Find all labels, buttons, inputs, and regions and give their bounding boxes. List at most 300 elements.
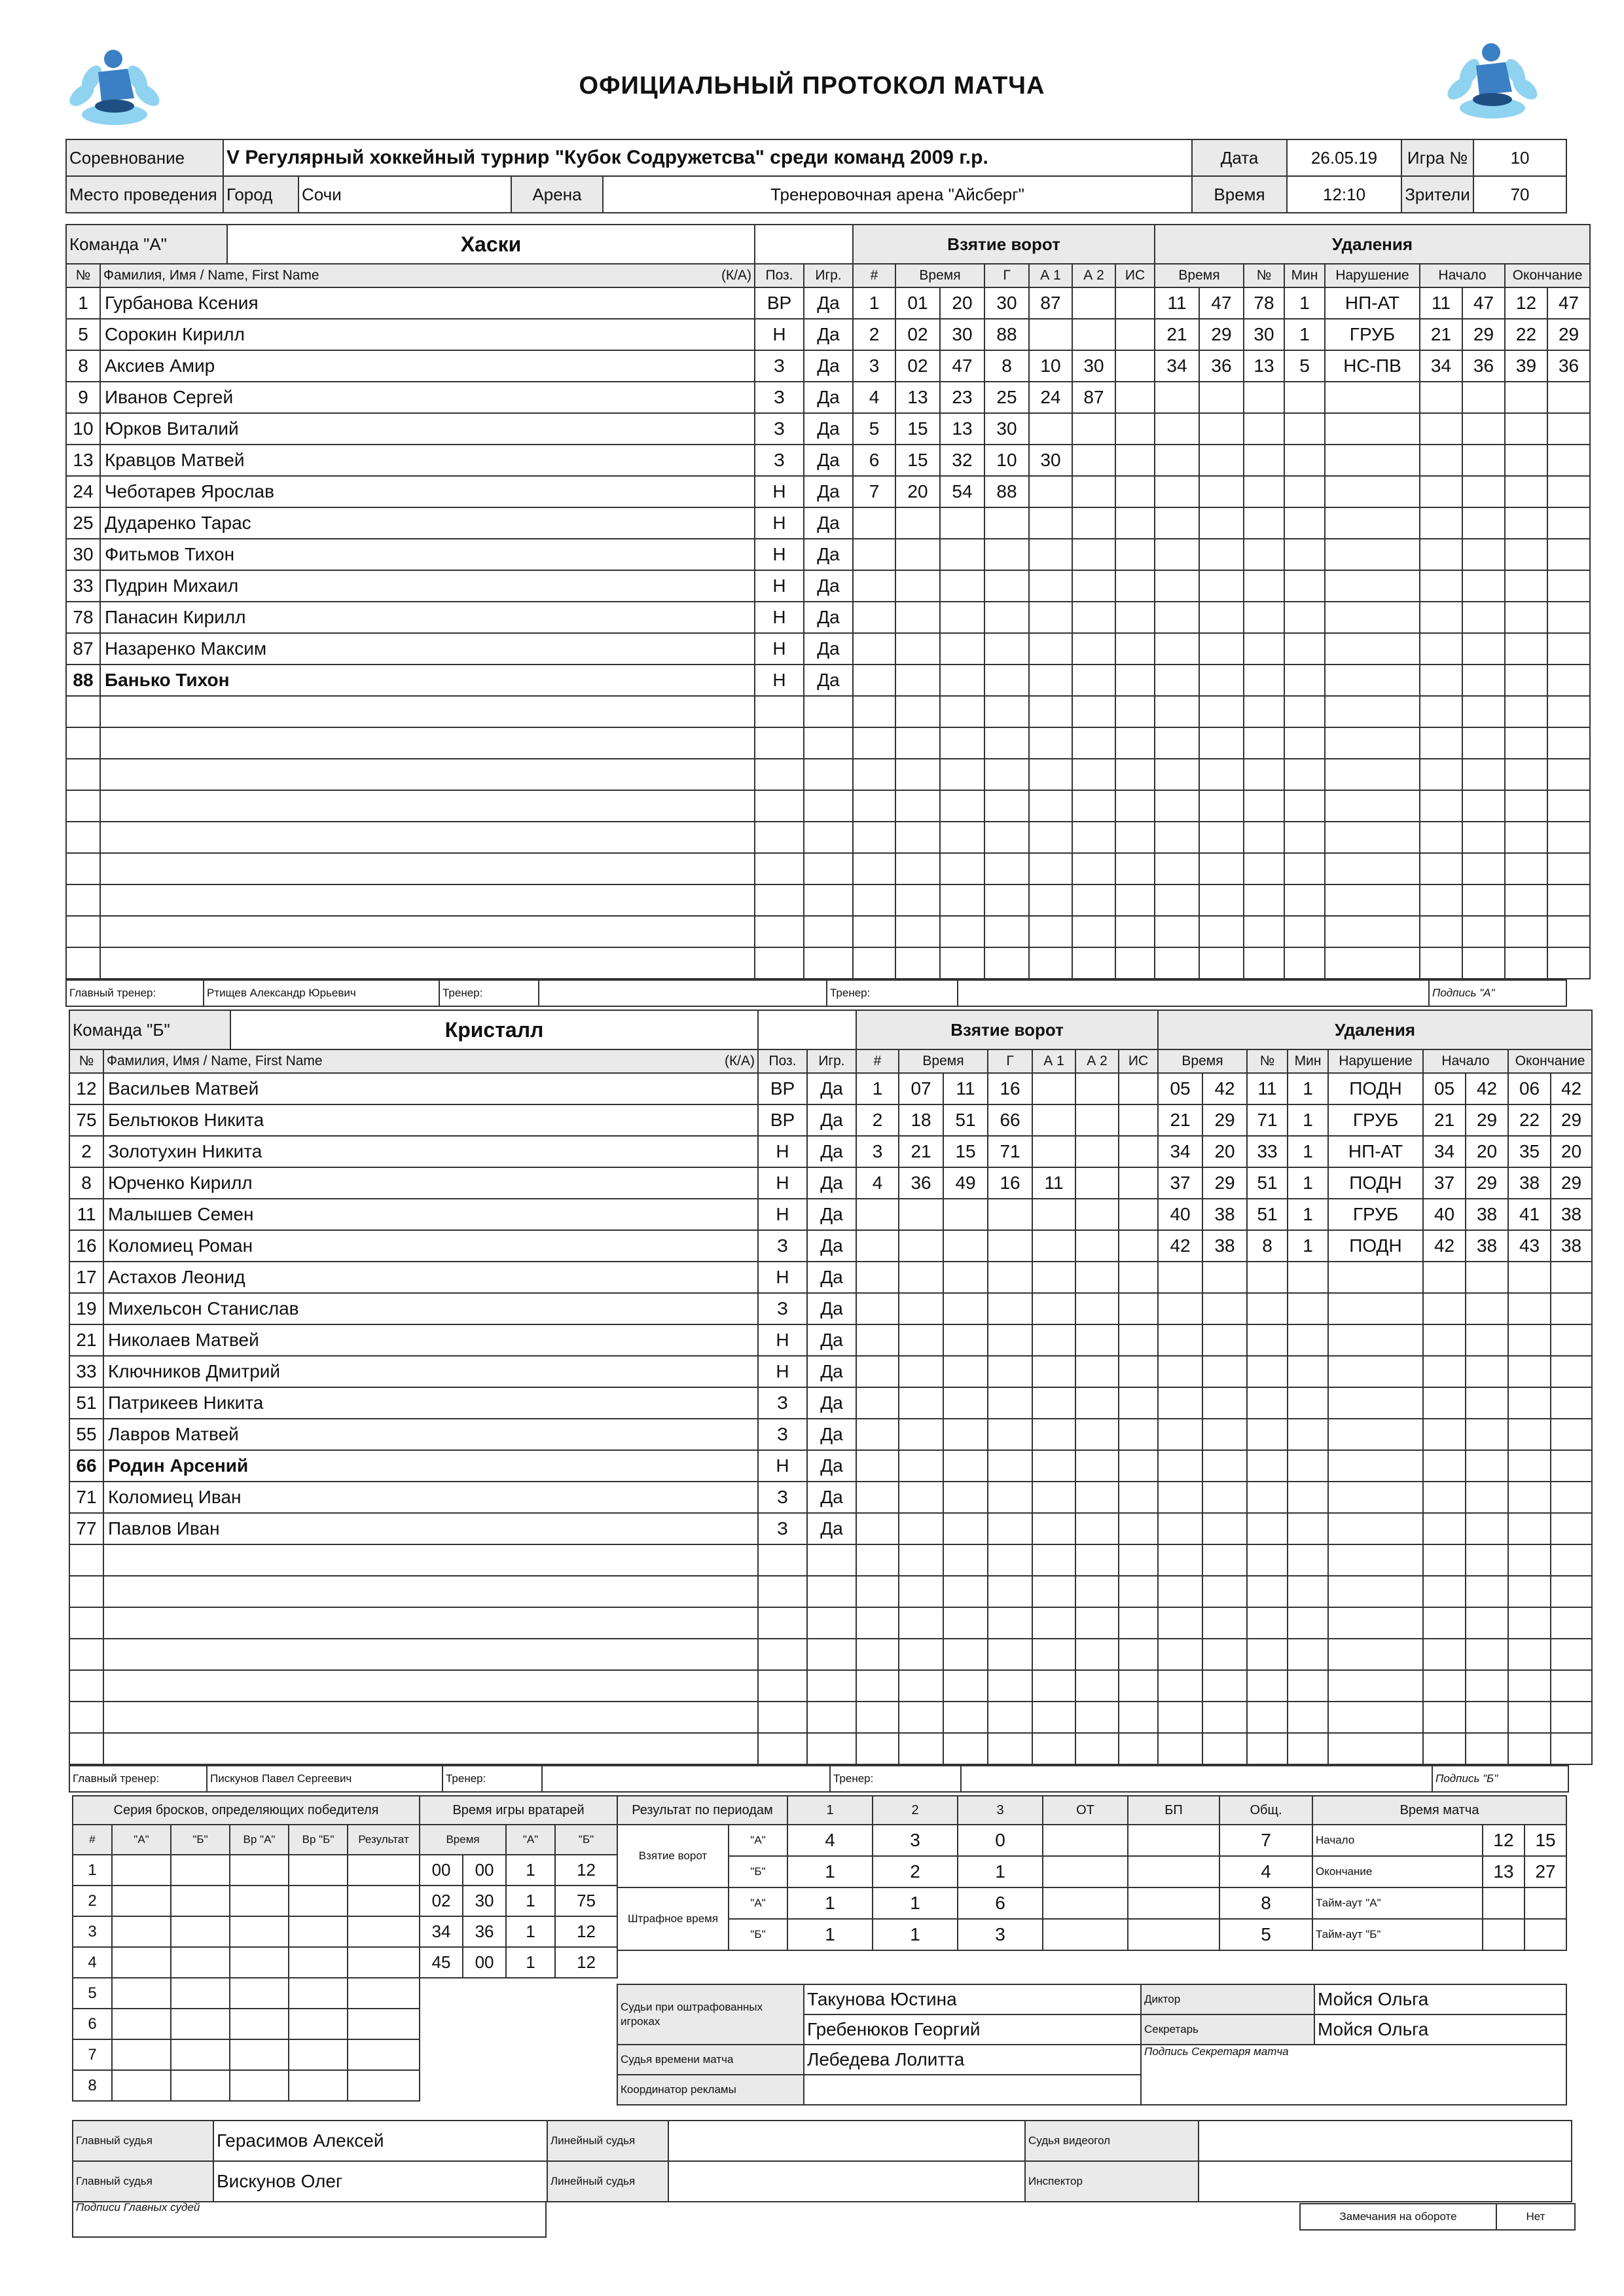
period-value: 2 xyxy=(873,1856,958,1887)
player-played: Да xyxy=(804,319,853,350)
team-a-coach2-label: Тренер: xyxy=(827,980,958,1006)
player-played: Да xyxy=(807,1482,856,1513)
team-b-coaches xyxy=(69,1765,1569,1793)
player-position: З xyxy=(758,1230,807,1262)
goalie-minute: 00 xyxy=(420,1855,463,1886)
inspector xyxy=(1199,2161,1572,2202)
player-position: Н xyxy=(755,539,804,570)
goal-number: 3 xyxy=(853,350,895,382)
team-a-rows xyxy=(66,287,1590,979)
player-position: З xyxy=(758,1419,807,1450)
player-played: Да xyxy=(804,570,853,602)
overtime-header: ОТ xyxy=(1043,1796,1128,1825)
col-num: № xyxy=(69,1049,103,1073)
goal-second: 11 xyxy=(943,1073,988,1104)
linesman-2-label: Линейный судья xyxy=(547,2161,668,2202)
player-number: 8 xyxy=(66,350,100,382)
player-row xyxy=(69,1576,1592,1607)
goal-assist-1: 24 xyxy=(1029,382,1072,413)
player-played: Да xyxy=(807,1293,856,1324)
player-number: 75 xyxy=(69,1104,103,1136)
player-number: 17 xyxy=(69,1262,103,1293)
team-b-signature: Подпись "Б" xyxy=(1432,1766,1568,1792)
player-name: Банько Тихон xyxy=(100,665,755,696)
penalty-end-second: 42 xyxy=(1551,1073,1592,1104)
penalty-player: 51 xyxy=(1247,1167,1288,1199)
penalty-start-minute: 37 xyxy=(1423,1167,1466,1199)
penalty-start-second: 42 xyxy=(1466,1073,1508,1104)
player-name: Лавров Матвей xyxy=(103,1419,758,1450)
player-played: Да xyxy=(804,539,853,570)
player-row xyxy=(66,287,1590,319)
player-number: 78 xyxy=(66,602,100,633)
player-row xyxy=(69,1387,1592,1419)
player-name: Николаев Матвей xyxy=(103,1324,758,1356)
player-row xyxy=(66,633,1590,665)
goal-assist-1 xyxy=(1029,319,1072,350)
player-played: Да xyxy=(807,1356,856,1387)
date-label: Дата xyxy=(1192,139,1287,176)
period-team: "А" xyxy=(729,1887,787,1919)
goal-number: 4 xyxy=(853,382,895,413)
shootout-col-goalie-b: Вр "Б" xyxy=(289,1825,348,1855)
arena-value: Тренеровочная арена "Айсберг" xyxy=(603,176,1192,213)
penalty-infraction: ПОДН xyxy=(1328,1167,1423,1199)
goal-assist-1 xyxy=(1029,476,1072,507)
goalie-col-b: "Б" xyxy=(555,1825,617,1855)
player-row xyxy=(69,1230,1592,1262)
player-name: Юрков Виталий xyxy=(100,413,755,445)
penalty-second: 38 xyxy=(1202,1230,1247,1262)
player-row xyxy=(66,665,1590,696)
player-played: Да xyxy=(804,602,853,633)
penalty-minute: 21 xyxy=(1158,1104,1202,1136)
goal-assist-2 xyxy=(1072,413,1115,445)
periods-table xyxy=(617,1795,1313,1951)
player-position: ВР xyxy=(758,1073,807,1104)
col-pen-start: Начало xyxy=(1423,1049,1508,1073)
player-number: 9 xyxy=(66,382,100,413)
period-value: 5 xyxy=(1219,1919,1312,1950)
player-number: 11 xyxy=(69,1199,103,1230)
player-name: Дударенко Тарас xyxy=(100,507,755,539)
player-row xyxy=(66,539,1590,570)
player-name: Кравцов Матвей xyxy=(100,445,755,476)
penalty-end-second: 29 xyxy=(1551,1167,1592,1199)
goal-minute: 15 xyxy=(895,413,940,445)
penalty-start-second: 29 xyxy=(1462,319,1505,350)
goal-assist-2 xyxy=(1075,1104,1119,1136)
penalty-infraction: НС-ПВ xyxy=(1325,350,1420,382)
player-row xyxy=(69,1293,1592,1324)
penalty-end-minute: 35 xyxy=(1508,1136,1551,1167)
player-played: Да xyxy=(807,1450,856,1482)
penalty-infraction: ГРУБ xyxy=(1328,1199,1423,1230)
player-number: 12 xyxy=(69,1073,103,1104)
shootout-rows xyxy=(73,1855,617,2101)
goal-second: 54 xyxy=(940,476,984,507)
penalty-second: 36 xyxy=(1199,350,1244,382)
goalie-title: Время игры вратарей xyxy=(420,1796,617,1825)
shootout-row xyxy=(73,1886,617,1916)
penalty-end-minute: 43 xyxy=(1508,1230,1551,1262)
penalty-start-second: 20 xyxy=(1466,1136,1508,1167)
page-title: ОФИЦИАЛЬНЫЙ ПРОТОКОЛ МАТЧА xyxy=(579,72,1045,100)
player-number: 77 xyxy=(69,1513,103,1544)
player-row xyxy=(66,382,1590,413)
period-value: 1 xyxy=(873,1919,958,1950)
player-name: Гурбанова Ксения xyxy=(100,287,755,319)
remarks-value: Нет xyxy=(1496,2204,1575,2230)
player-played: Да xyxy=(807,1262,856,1293)
total-header: Общ. xyxy=(1219,1796,1312,1825)
period-value: 4 xyxy=(1219,1856,1312,1887)
period-value: 7 xyxy=(1219,1825,1312,1856)
ads-coordinator xyxy=(804,2075,1141,2105)
penalty-end-second: 29 xyxy=(1547,319,1590,350)
inspector-label: Инспектор xyxy=(1025,2161,1199,2202)
spectators-value: 70 xyxy=(1473,176,1566,213)
player-played: Да xyxy=(807,1073,856,1104)
competition-value: V Регулярный хоккейный турнир "Кубок Содружетсва" среди команд 2009 г.р. xyxy=(223,139,1192,176)
penalty-start-second: 38 xyxy=(1466,1230,1508,1262)
player-position: Н xyxy=(755,507,804,539)
penalty-infraction: ПОДН xyxy=(1328,1230,1423,1262)
player-position: З xyxy=(758,1387,807,1419)
penalty-second: 20 xyxy=(1202,1136,1247,1167)
player-row xyxy=(66,476,1590,507)
team-a-coach2 xyxy=(958,980,1429,1006)
goal-number: 1 xyxy=(856,1073,899,1104)
team-b-head-coach-label: Главный тренер: xyxy=(69,1766,207,1792)
player-row xyxy=(69,1136,1592,1167)
penalty-end-minute: 12 xyxy=(1505,287,1547,319)
player-row xyxy=(66,445,1590,476)
goal-minute: 15 xyxy=(895,445,940,476)
referees-table xyxy=(72,2120,1572,2202)
goal-scorer: 30 xyxy=(984,287,1029,319)
period-row xyxy=(617,1887,1312,1919)
player-name: Павлов Иван xyxy=(103,1513,758,1544)
penalty-start-second: 29 xyxy=(1466,1104,1508,1136)
secretary-label: Секретарь xyxy=(1141,2014,1314,2045)
player-name: Сорокин Кирилл xyxy=(100,319,755,350)
player-name: Коломиец Роман xyxy=(103,1230,758,1262)
goal-assist-2 xyxy=(1075,1167,1119,1199)
goal-minute: 36 xyxy=(899,1167,943,1199)
penalty-end-minute: 22 xyxy=(1508,1104,1551,1136)
penalty-player: 8 xyxy=(1247,1230,1288,1262)
goal-assist-1: 11 xyxy=(1032,1167,1075,1199)
penalty-minutes: 1 xyxy=(1284,319,1325,350)
player-row xyxy=(69,1639,1592,1670)
goal-second: 20 xyxy=(940,287,984,319)
player-position: Н xyxy=(755,570,804,602)
timekeeper-label: Судья времени матча xyxy=(617,2045,804,2075)
player-position: З xyxy=(755,445,804,476)
player-row xyxy=(69,1356,1592,1387)
penalty-judges-label: Судьи при оштрафованных игроках xyxy=(617,1984,804,2045)
player-played: Да xyxy=(807,1199,856,1230)
goal-minute: 18 xyxy=(899,1104,943,1136)
goalie-b: 12 xyxy=(555,1947,617,1978)
penalty-player: 11 xyxy=(1247,1073,1288,1104)
team-a-signature: Подпись "А" xyxy=(1429,980,1566,1006)
goal-scorer: 16 xyxy=(988,1073,1032,1104)
shootout-row-num: 4 xyxy=(73,1947,112,1978)
goal-minute: 21 xyxy=(899,1136,943,1167)
penalty-minutes: 1 xyxy=(1288,1167,1328,1199)
shootout-row xyxy=(73,1855,617,1886)
team-b-rows xyxy=(69,1073,1592,1764)
player-played: Да xyxy=(804,476,853,507)
player-row xyxy=(66,853,1590,884)
linesman-1 xyxy=(668,2121,1025,2161)
player-number: 19 xyxy=(69,1293,103,1324)
player-position: Н xyxy=(758,1356,807,1387)
player-name: Коломиец Иван xyxy=(103,1482,758,1513)
col-pen-start: Начало xyxy=(1420,264,1505,287)
period-value xyxy=(1043,1919,1128,1950)
col-assist-2: А 2 xyxy=(1075,1049,1119,1073)
col-pen-infraction: Нарушение xyxy=(1325,264,1420,287)
col-played: Игр. xyxy=(807,1049,856,1073)
match-end-minute: 27 xyxy=(1525,1856,1566,1887)
player-name: Родин Арсений xyxy=(103,1450,758,1482)
goal-number: 4 xyxy=(856,1167,899,1199)
player-number: 66 xyxy=(69,1450,103,1482)
goalie-col-a: "А" xyxy=(506,1825,555,1855)
game-number-value: 10 xyxy=(1473,139,1566,176)
penalty-minute: 34 xyxy=(1158,1136,1202,1167)
player-row xyxy=(66,727,1590,759)
shootout-header: БП xyxy=(1128,1796,1219,1825)
team-a-coach xyxy=(539,980,827,1006)
goal-number: 7 xyxy=(853,476,895,507)
player-played: Да xyxy=(804,287,853,319)
goal-scorer: 88 xyxy=(984,476,1029,507)
period-value: 1 xyxy=(787,1919,873,1950)
period-team: "А" xyxy=(729,1825,787,1856)
venue-label: Место проведения xyxy=(66,176,223,213)
player-row xyxy=(69,1199,1592,1230)
goalie-b: 12 xyxy=(555,1916,617,1947)
penalty-start-second: 38 xyxy=(1466,1199,1508,1230)
timeout-b-label: Тайм-аут "Б" xyxy=(1312,1919,1483,1950)
penalty-player: 51 xyxy=(1247,1199,1288,1230)
penalty-minutes: 1 xyxy=(1284,287,1325,319)
linesman-2 xyxy=(668,2161,1025,2202)
player-played: Да xyxy=(804,445,853,476)
team-a-head-coach-label: Главный тренер: xyxy=(66,980,204,1006)
team-a-coach-label: Тренер: xyxy=(439,980,539,1006)
period-value xyxy=(1128,1825,1219,1856)
player-row xyxy=(66,413,1590,445)
player-number: 25 xyxy=(66,507,100,539)
player-position: Н xyxy=(755,319,804,350)
penalty-second: 42 xyxy=(1202,1073,1247,1104)
penalty-minutes: 1 xyxy=(1288,1199,1328,1230)
col-pen-end: Окончание xyxy=(1505,264,1590,287)
player-name: Аксиев Амир xyxy=(100,350,755,382)
col-pos: Поз. xyxy=(755,264,804,287)
player-row xyxy=(66,319,1590,350)
goal-minute: 01 xyxy=(895,287,940,319)
penalty-end-minute: 38 xyxy=(1508,1167,1551,1199)
period-value: 1 xyxy=(873,1887,958,1919)
penalty-player: 30 xyxy=(1244,319,1284,350)
goal-assist-2: 87 xyxy=(1072,382,1115,413)
city-label: Город xyxy=(223,176,298,213)
goal-assist-2 xyxy=(1075,1136,1119,1167)
player-played: Да xyxy=(804,413,853,445)
player-name: Фитьмов Тихон xyxy=(100,539,755,570)
shootout-row-num: 8 xyxy=(73,2070,112,2101)
player-name: Панасин Кирилл xyxy=(100,602,755,633)
team-b-coach xyxy=(542,1766,830,1792)
remarks-table xyxy=(1299,2203,1576,2231)
penalty-player: 78 xyxy=(1244,287,1284,319)
player-name: Патрикеев Никита xyxy=(103,1387,758,1419)
penalty-start-second: 29 xyxy=(1466,1167,1508,1199)
player-row xyxy=(69,1607,1592,1639)
date-value: 26.05.19 xyxy=(1287,139,1401,176)
penalty-start-minute: 40 xyxy=(1423,1199,1466,1230)
penalty-end-minute: 41 xyxy=(1508,1199,1551,1230)
team-a-name: Хаски xyxy=(228,225,754,263)
team-b-penalties-header: Удаления xyxy=(1158,1010,1592,1049)
col-pen-time: Время xyxy=(1158,1049,1247,1073)
time-label: Время xyxy=(1192,176,1287,213)
penalty-minutes: 1 xyxy=(1288,1136,1328,1167)
player-number: 33 xyxy=(66,570,100,602)
penalty-infraction: ГРУБ xyxy=(1328,1104,1423,1136)
player-row xyxy=(69,1450,1592,1482)
penalty-end-second: 20 xyxy=(1551,1136,1592,1167)
remarks-label: Замечания на обороте xyxy=(1300,2204,1496,2230)
penalty-start-second: 47 xyxy=(1462,287,1505,319)
goalie-second: 30 xyxy=(463,1886,506,1916)
player-position: Н xyxy=(758,1167,807,1199)
goal-assist-1 xyxy=(1032,1136,1075,1167)
secretary-table xyxy=(1140,1984,1567,2105)
player-number: 5 xyxy=(66,319,100,350)
timeout-a-label: Тайм-аут "А" xyxy=(1312,1887,1483,1919)
col-name: Фамилия, Имя / Name, First Name (К/А) xyxy=(100,264,755,287)
player-number: 16 xyxy=(69,1230,103,1262)
player-position: Н xyxy=(755,665,804,696)
player-position: Н xyxy=(758,1324,807,1356)
goal-minute: 13 xyxy=(895,382,940,413)
player-number: 13 xyxy=(66,445,100,476)
player-position: З xyxy=(755,350,804,382)
player-played: Да xyxy=(807,1230,856,1262)
player-number: 87 xyxy=(66,633,100,665)
shootout-row-num: 5 xyxy=(73,1978,112,2009)
player-position: З xyxy=(758,1482,807,1513)
player-number: 21 xyxy=(69,1324,103,1356)
player-name: Пудрин Михаил xyxy=(100,570,755,602)
head-referee-1: Герасимов Алексей xyxy=(213,2121,547,2161)
player-position: З xyxy=(755,382,804,413)
period-value xyxy=(1128,1856,1219,1887)
period-value: 3 xyxy=(873,1825,958,1856)
goalie-second: 00 xyxy=(463,1855,506,1886)
goal-scorer: 66 xyxy=(988,1104,1032,1136)
goalie-col-time: Время xyxy=(420,1825,506,1855)
player-played: Да xyxy=(807,1324,856,1356)
penalty-end-minute: 06 xyxy=(1508,1073,1551,1104)
video-judge-label: Судья видеогол xyxy=(1025,2121,1199,2161)
period-value: 0 xyxy=(958,1825,1043,1856)
col-assist-1: А 1 xyxy=(1029,264,1072,287)
col-pen-infraction: Нарушение xyxy=(1328,1049,1423,1073)
period-value xyxy=(1043,1887,1128,1919)
penalty-start-minute: 05 xyxy=(1423,1073,1466,1104)
player-row xyxy=(66,759,1590,790)
goalie-minute: 34 xyxy=(420,1916,463,1947)
player-row xyxy=(69,1482,1592,1513)
player-played: Да xyxy=(804,665,853,696)
team-a-head-coach: Ртищев Александр Юрьевич xyxy=(204,980,439,1006)
shootout-row-num: 7 xyxy=(73,2039,112,2070)
announcer: Мойся Ольга xyxy=(1314,1984,1566,2014)
goal-assist-1 xyxy=(1029,413,1072,445)
shootout-row-num: 6 xyxy=(73,2009,112,2039)
penalty-minutes: 1 xyxy=(1288,1104,1328,1136)
col-assist-1: А 1 xyxy=(1032,1049,1075,1073)
goal-number: 2 xyxy=(856,1104,899,1136)
match-start-hour: 12 xyxy=(1483,1825,1525,1856)
goal-assist-1: 30 xyxy=(1029,445,1072,476)
goal-scorer: 88 xyxy=(984,319,1029,350)
team-a-label: Команда "А" xyxy=(67,225,228,263)
period-row-label: Взятие ворот xyxy=(617,1825,729,1887)
period-value: 4 xyxy=(787,1825,873,1856)
period-row xyxy=(617,1825,1312,1856)
penalty-start-minute: 34 xyxy=(1420,350,1462,382)
goal-second: 15 xyxy=(943,1136,988,1167)
player-row xyxy=(66,350,1590,382)
penalty-end-second: 47 xyxy=(1547,287,1590,319)
penalty-minute: 40 xyxy=(1158,1199,1202,1230)
player-row xyxy=(66,884,1590,916)
goal-second: 47 xyxy=(940,350,984,382)
team-a-section xyxy=(65,224,1591,1007)
penalty-second: 38 xyxy=(1202,1199,1247,1230)
team-a-table xyxy=(65,224,1591,979)
shootout-table xyxy=(72,1795,618,2102)
player-played: Да xyxy=(804,350,853,382)
col-goal-scorer: Г xyxy=(984,264,1029,287)
periods-rows xyxy=(617,1825,1312,1950)
player-position: Н xyxy=(758,1450,807,1482)
goal-minute: 02 xyxy=(895,319,940,350)
penalty-end-second: 38 xyxy=(1551,1199,1592,1230)
head-referee-2-label: Главный судья xyxy=(73,2161,213,2202)
shootout-row xyxy=(73,2070,617,2101)
period-2-header: 2 xyxy=(873,1796,958,1825)
player-played: Да xyxy=(804,633,853,665)
penalty-end-second: 38 xyxy=(1551,1230,1592,1262)
col-goal-num: # xyxy=(853,264,895,287)
player-position: Н xyxy=(758,1262,807,1293)
shootout-row-num: 2 xyxy=(73,1886,112,1916)
col-pen-time: Время xyxy=(1155,264,1244,287)
team-b-goals-header: Взятие ворот xyxy=(856,1010,1158,1049)
penalty-minute: 11 xyxy=(1155,287,1199,319)
team-a-coaches xyxy=(65,979,1567,1007)
